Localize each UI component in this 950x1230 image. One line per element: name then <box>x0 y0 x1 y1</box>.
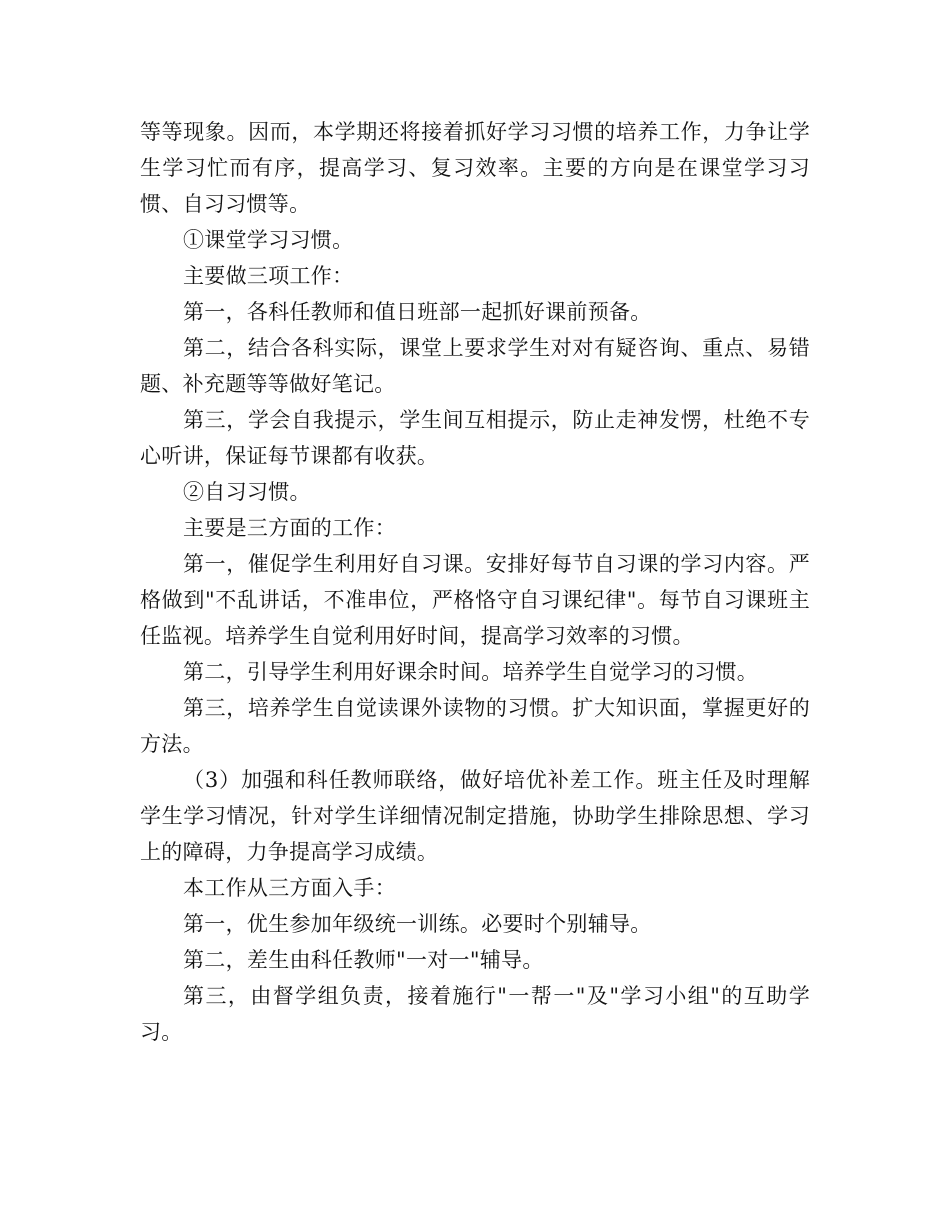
paragraph-three-aspects: 主要是三方面的工作： <box>183 516 396 540</box>
paragraph-tutoring-second: 第二，差生由科任教师"一对一"辅导。 <box>183 948 544 972</box>
paragraph-work-three-aspects: 本工作从三方面入手： <box>183 876 396 900</box>
paragraph-classroom-third: 第三，学会自我提示，学生间互相提示，防止走神发愣，杜绝不专心听讲，保证每节课都有收获。 <box>140 408 810 468</box>
paragraph-habit-intro: 等等现象。因而，本学期还将接着抓好学习习惯的培养工作，力争让学生学习忙而有序，提高学习、复习效率。主要的方向是在课堂学习习惯、自习习惯等。 <box>140 120 810 216</box>
paragraph-self-study-first: 第一，催促学生利用好自习课。安排好每节自习课的学习内容。严格做到"不乱讲话，不准串位，严格恪守自习课纪律"。每节自习课班主任监视。培养学生自觉利用好时间，提高学习效率的习惯。 <box>140 552 810 648</box>
paragraph-self-study-heading: ②自习习惯。 <box>183 480 311 504</box>
paragraph-section-3: （3）加强和科任教师联络，做好培优补差工作。班主任及时理解学生学习情况，针对学生详细情况制定措施，协助学生排除思想、学习上的障碍，力争提高学习成绩。 <box>140 768 810 864</box>
paragraph-classroom-second: 第二，结合各科实际，课堂上要求学生对对有疑咨询、重点、易错题、补充题等等做好笔记。 <box>140 336 810 396</box>
paragraph-self-study-third: 第三，培养学生自觉读课外读物的习惯。扩大知识面，掌握更好的方法。 <box>140 696 810 756</box>
paragraph-three-tasks: 主要做三项工作： <box>183 264 354 288</box>
paragraph-classroom-first: 第一，各科任教师和值日班部一起抓好课前预备。 <box>183 300 652 324</box>
paragraph-self-study-second: 第二，引导学生利用好课余时间。培养学生自觉学习的习惯。 <box>183 660 759 684</box>
paragraph-classroom-habit-heading: ①课堂学习习惯。 <box>183 228 354 252</box>
paragraph-tutoring-first: 第一，优生参加年级统一训练。必要时个别辅导。 <box>183 912 652 936</box>
document-body <box>140 114 810 1050</box>
paragraph-tutoring-third: 第三，由督学组负责，接着施行"一帮一"及"学习小组"的互助学习。 <box>140 984 810 1044</box>
